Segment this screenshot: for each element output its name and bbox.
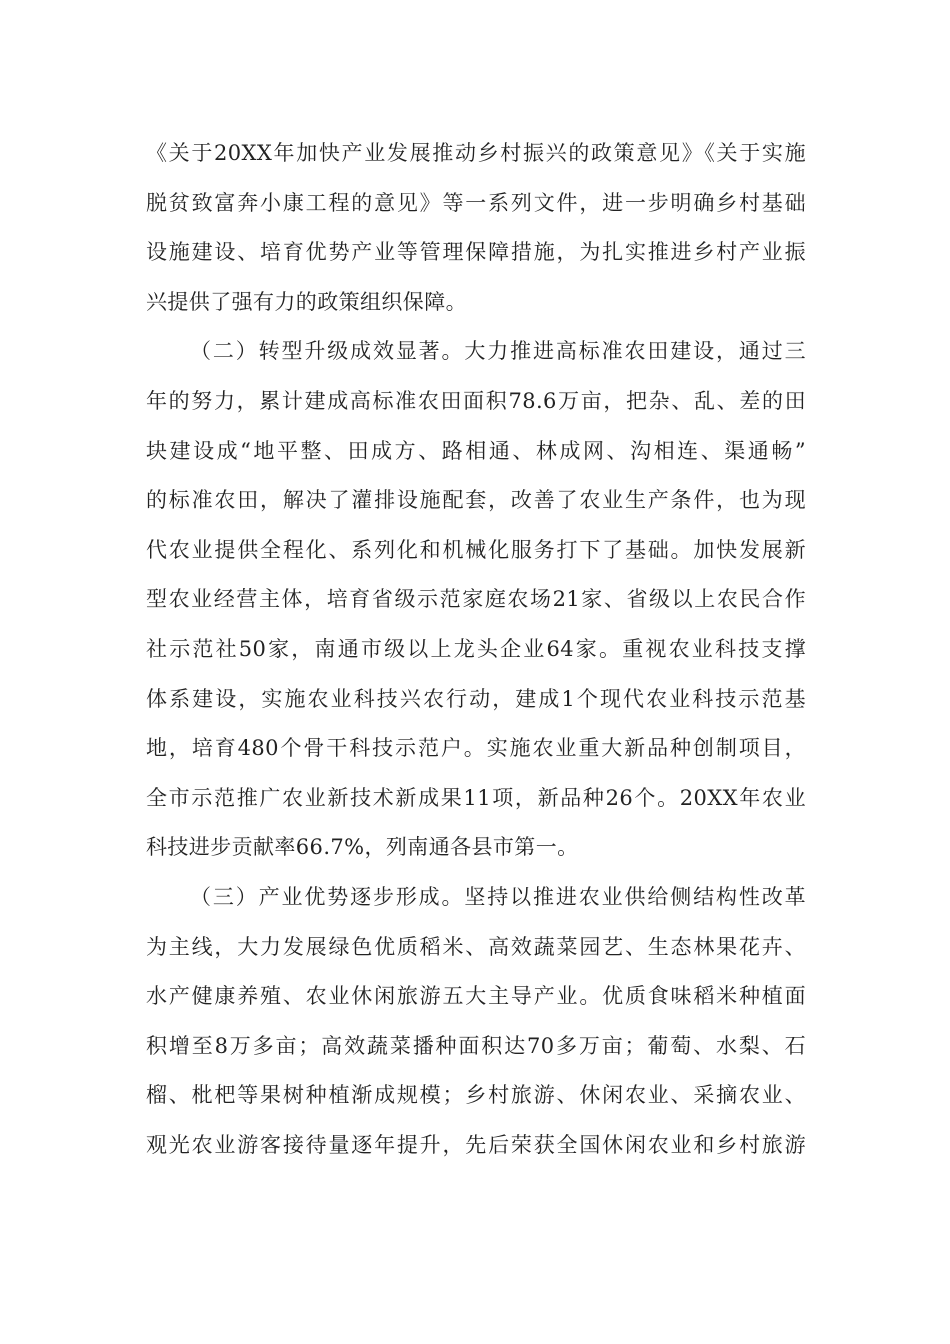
paragraph-2-line-4: 的标准农田，解决了灌排设施配套，改善了农业生产条件，也为现 — [146, 488, 806, 513]
paragraph-2-line-6: 型农业经营主体，培育省级示范家庭农场21家、省级以上农民合作 — [146, 587, 806, 612]
paragraph-2-line-2: 年的努力，累计建成高标准农田面积78.6万亩，把杂、乱、差的田 — [146, 388, 806, 413]
paragraph-1-line-2: 脱贫致富奔小康工程的意见》等一系列文件，进一步明确乡村基础 — [146, 190, 806, 215]
paragraph-3-line-3: 水产健康养殖、农业休闲旅游五大主导产业。优质食味稻米种植面 — [146, 984, 806, 1009]
paragraph-2-line-5: 代农业提供全程化、系列化和机械化服务打下了基础。加快发展新 — [146, 537, 806, 562]
paragraph-2-line-7: 社示范社50家，南通市级以上龙头企业64家。重视农业科技支撑 — [146, 636, 806, 661]
paragraph-2-line-11: 科技进步贡献率66.7%，列南通各县市第一。 — [146, 835, 579, 860]
paragraph-1-line-3: 设施建设、培育优势产业等管理保障措施，为扎实推进乡村产业振 — [146, 240, 806, 265]
paragraph-2-line-8: 体系建设，实施农业科技兴农行动，建成1个现代农业科技示范基 — [146, 686, 806, 711]
paragraph-2-line-1: （二）转型升级成效显著。大力推进高标准农田建设，通过三 — [190, 339, 806, 364]
paragraph-3-line-6: 观光农业游客接待量逐年提升，先后荣获全国休闲农业和乡村旅游 — [146, 1132, 806, 1157]
paragraph-3-line-1: （三）产业优势逐步形成。坚持以推进农业供给侧结构性改革 — [190, 884, 806, 909]
paragraph-2-line-10: 全市示范推广农业新技术新成果11项，新品种26个。20XX年农业 — [146, 785, 806, 810]
paragraph-2-line-9: 地，培育480个骨干科技示范户。实施农业重大新品种创制项目， — [146, 736, 806, 761]
paragraph-1-line-4: 兴提供了强有力的政策组织保障。 — [146, 289, 467, 314]
paragraph-3-line-4: 积增至8万多亩；高效蔬菜播种面积达70多万亩；葡萄、水梨、石 — [146, 1033, 806, 1058]
paragraph-3-line-5: 榴、枇杷等果树种植渐成规模；乡村旅游、休闲农业、采摘农业、 — [146, 1083, 806, 1108]
body-text — [146, 129, 806, 1170]
paragraph-3-line-2: 为主线，大力发展绿色优质稻米、高效蔬菜园艺、生态林果花卉、 — [146, 934, 806, 959]
paragraph-1-line-1: 《关于20XX年加快产业发展推动乡村振兴的政策意见》《关于实施 — [146, 141, 806, 165]
paragraph-2-line-3: 块建设成“地平整、田成方、路相通、林成网、沟相连、渠通畅” — [146, 438, 806, 463]
